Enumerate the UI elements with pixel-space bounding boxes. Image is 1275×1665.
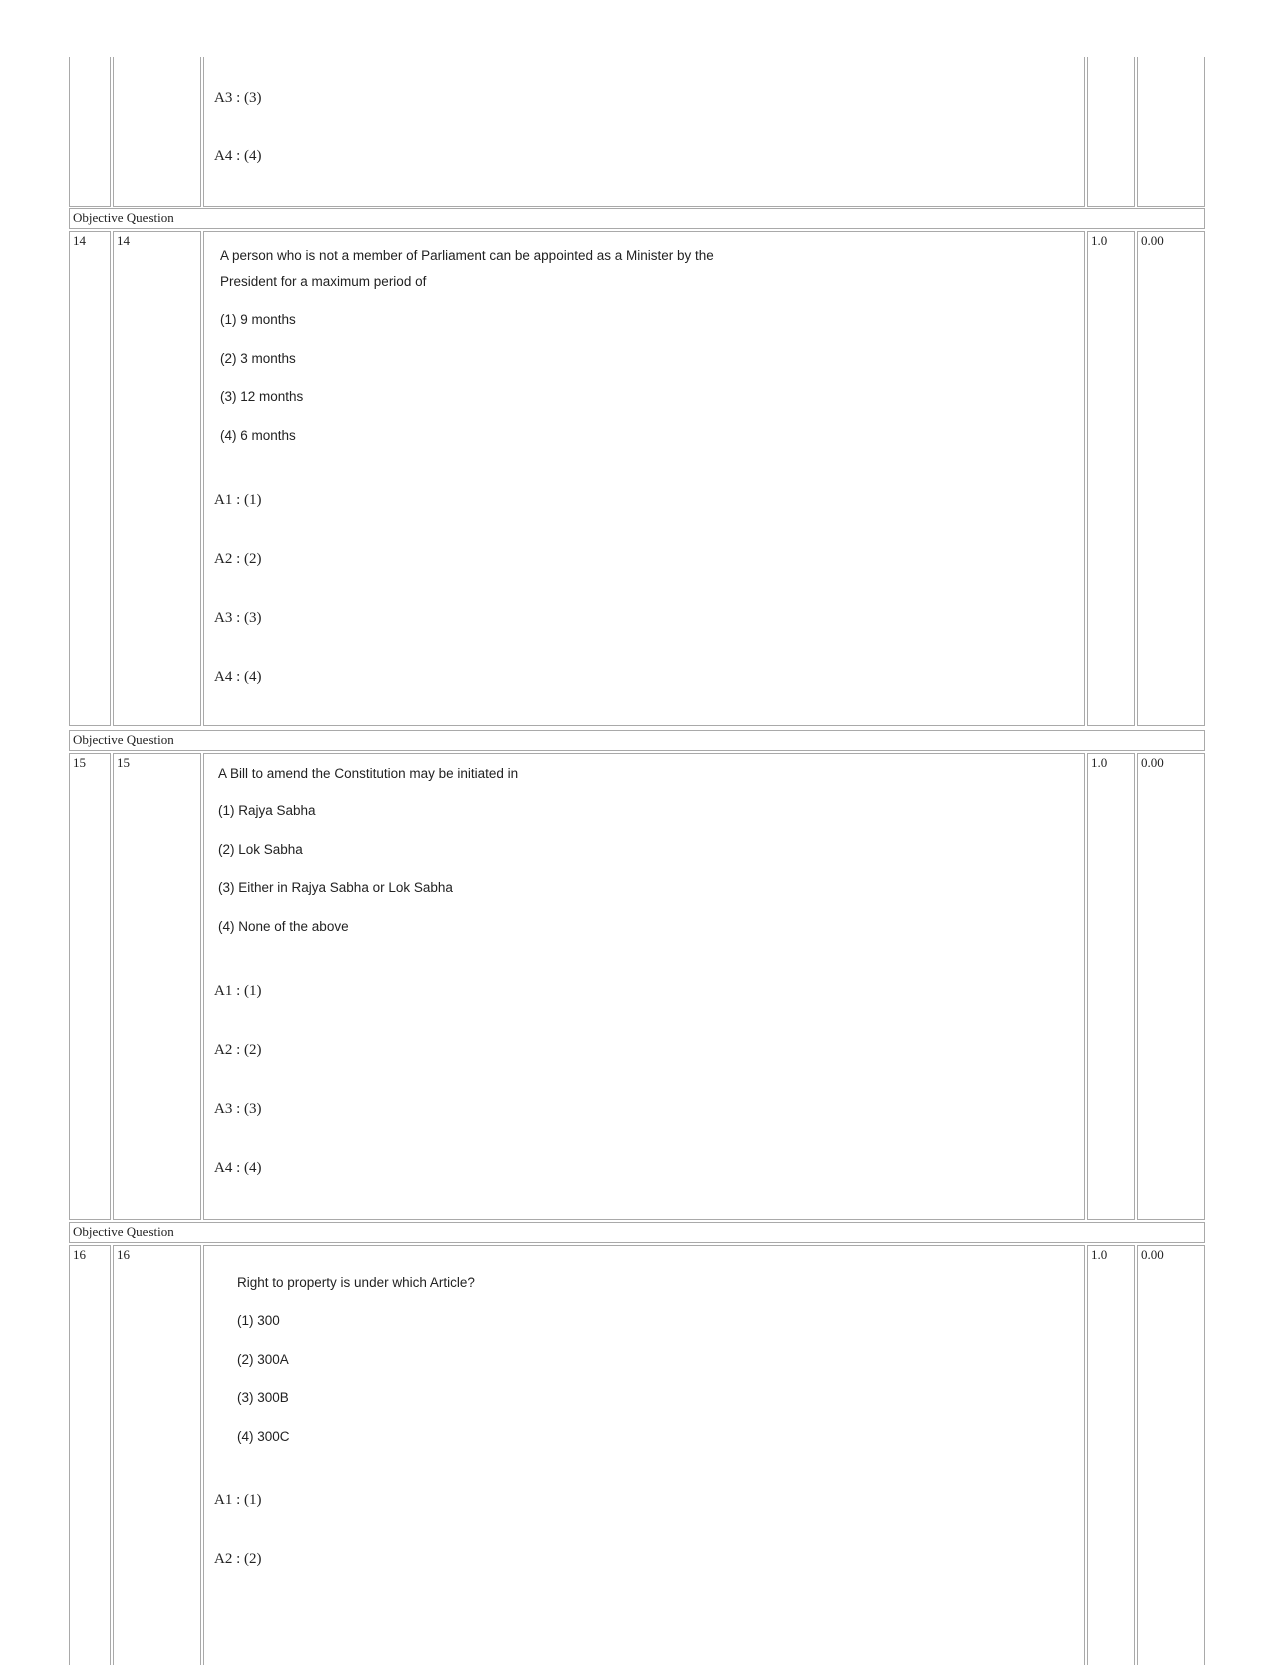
table-cell-content [203,231,1085,726]
choice-option: (4) 300C [237,1429,290,1444]
table-cell-content [203,1245,1085,1665]
choice-option: (4) None of the above [218,919,349,934]
section-header: Objective Question [69,730,1205,751]
question-serial-number: 16 [73,1247,86,1262]
table-cell-sno [69,753,111,1220]
choice-option: (2) 3 months [220,351,296,366]
answer-option: A2 : (2) [214,1042,262,1058]
question-text: Right to property is under which Article? [237,1275,475,1290]
table-cell-qid [113,57,201,207]
negative-marks-value: 0.00 [1141,1247,1164,1262]
section-header: Objective Question [69,1222,1205,1243]
marks-value: 1.0 [1091,755,1108,770]
marks-value: 1.0 [1091,233,1108,248]
answer-option: A3 : (3) [214,610,262,626]
question-serial-number: 14 [73,233,86,248]
choice-option: (1) 300 [237,1313,280,1328]
answer-option: A2 : (2) [214,1551,262,1567]
question-text: A Bill to amend the Constitution may be initiated in [218,766,519,781]
table-cell-content [203,753,1085,1220]
table-cell-negative [1137,231,1205,726]
table-cell-marks [1087,57,1135,207]
question-text: President for a maximum period of [220,274,427,289]
question-id: 16 [117,1247,130,1262]
negative-marks-value: 0.00 [1141,233,1164,248]
question-id: 15 [117,755,130,770]
negative-marks-value: 0.00 [1141,755,1164,770]
answer-option: A4 : (4) [214,1160,262,1176]
answer-option: A4 : (4) [214,669,262,685]
section-header: Objective Question [69,208,1205,229]
table-cell-negative [1137,1245,1205,1665]
choice-option: (3) Either in Rajya Sabha or Lok Sabha [218,880,453,895]
table-cell-marks [1087,231,1135,726]
table-cell-content [203,57,1085,207]
answer-option: A3 : (3) [214,1101,262,1117]
choice-option: (4) 6 months [220,428,296,443]
answer-option: A2 : (2) [214,551,262,567]
table-cell-marks [1087,753,1135,1220]
answer-option: A1 : (1) [214,1492,262,1508]
choice-option: (1) Rajya Sabha [218,803,316,818]
table-cell-negative [1137,753,1205,1220]
choice-option: (1) 9 months [220,312,296,327]
table-cell-marks [1087,1245,1135,1665]
table-cell-qid [113,753,201,1220]
answer-option: A3 : (3) [214,90,262,106]
answer-option: A1 : (1) [214,492,262,508]
choice-option: (3) 12 months [220,389,304,404]
answer-option: A4 : (4) [214,148,262,164]
table-cell-sno [69,57,111,207]
choice-option: (2) Lok Sabha [218,842,303,857]
question-serial-number: 15 [73,755,86,770]
table-cell-negative [1137,57,1205,207]
table-cell-qid [113,231,201,726]
question-id: 14 [117,233,130,248]
question-text: A person who is not a member of Parliament can be appointed as a Minister by the [220,248,714,263]
answer-option: A1 : (1) [214,983,262,999]
choice-option: (2) 300A [237,1352,289,1367]
table-cell-sno [69,1245,111,1665]
table-cell-qid [113,1245,201,1665]
choice-option: (3) 300B [237,1390,289,1405]
marks-value: 1.0 [1091,1247,1108,1262]
table-cell-sno [69,231,111,726]
